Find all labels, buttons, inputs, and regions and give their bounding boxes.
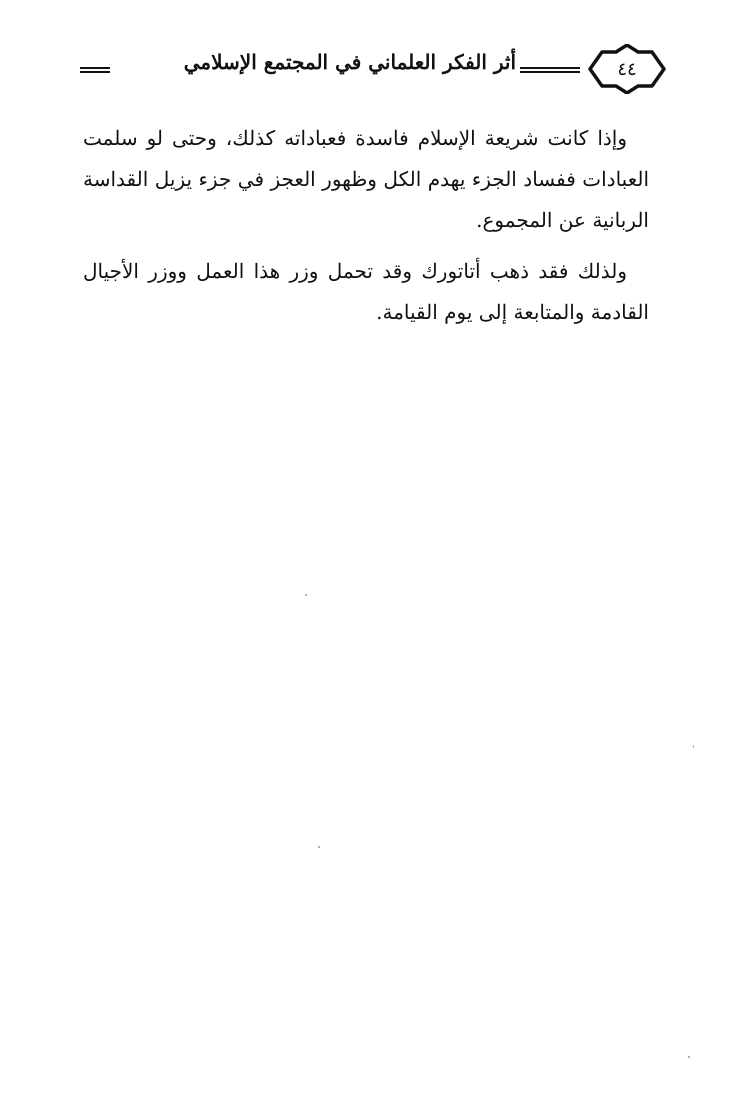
header-rule-left [80, 67, 110, 73]
page-header [78, 44, 668, 94]
page-number-badge [586, 44, 668, 94]
scan-speck [688, 1056, 690, 1058]
scan-speck [318, 846, 320, 848]
running-title: أثر الفكر العلماني في المجتمع الإسلامي [183, 50, 516, 74]
scan-speck [305, 594, 307, 596]
paragraph: وإذا كانت شريعة الإسلام فاسدة فعباداته كذلك، وحتى لو سلمت العبادات ففساد الجزء يهدم الكل وظهور العجز في جزء يزيل القداسة الربانية عن المجموع. [83, 126, 649, 232]
paragraph: ولذلك فقد ذهب أتاتورك وقد تحمل وزر هذا العمل ووزر الأجيال القادمة والمتابعة إلى يوم القيامة. [83, 259, 649, 324]
header-rule-right [520, 67, 580, 73]
page-number: ٤٤ [617, 59, 637, 80]
body-text [83, 118, 649, 343]
scan-speck [693, 745, 694, 748]
